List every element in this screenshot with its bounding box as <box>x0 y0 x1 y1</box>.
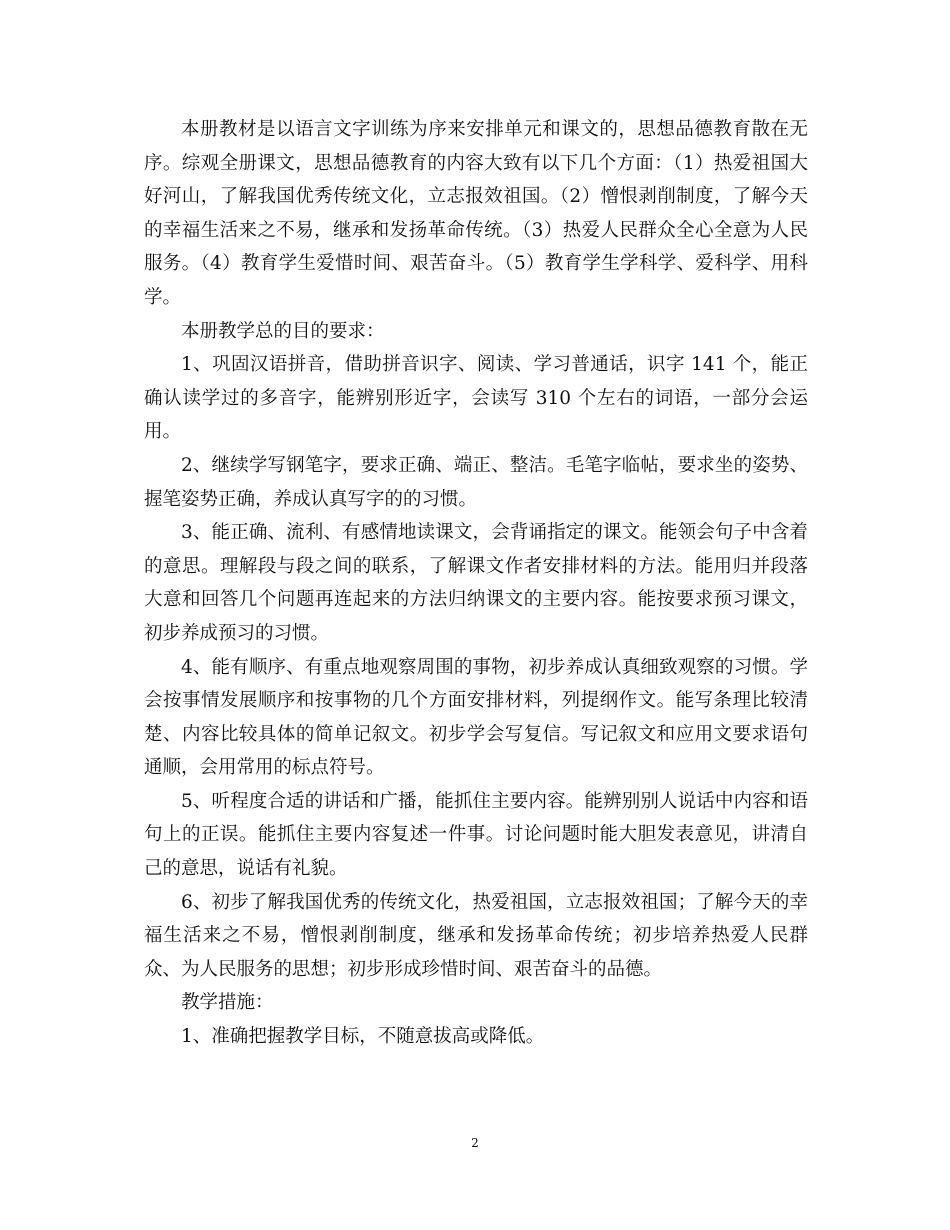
measure-item-1: 1、准确把握教学目标，不随意拔高或降低。 <box>181 1026 545 1048</box>
goal-item-6: 6、初步了解我国优秀的传统文化，热爱祖国，立志报效祖国；了解今天的幸福生活来之不易，憎恨剥削制度，继承和发扬革命传统；初步培养热爱人民群众、为人民服务的思想；初步形成珍惜时间、艰苦奋斗的品德。 <box>144 891 808 980</box>
heading-teaching-measures: 教学措施： <box>181 992 274 1014</box>
goal-item-5: 5、听程度合适的讲话和广播，能抓住主要内容。能辨别别人说话中内容和语句上的正误。能抓住主要内容复述一件事。讨论问题时能大胆发表意见，讲清自己的意思，说话有礼貌。 <box>144 790 808 880</box>
page-body <box>144 113 808 1054</box>
heading-teaching-goals: 本册教学总的目的要求： <box>181 320 385 342</box>
page-number: 2 <box>471 1136 479 1150</box>
goal-item-1: 1、巩固汉语拼音，借助拼音识字、阅读、学习普通话，识字 141 个，能正确认读学过的多音字，能辨别形近字，会读写 310 个左右的词语，一部分会运用。 <box>144 354 808 443</box>
goal-item-4: 4、能有顺序、有重点地观察周围的事物，初步养成认真细致观察的习惯。学会按事情发展顺序和按事物的几个方面安排材料，列提纲作文。能写条理比较清楚、内容比较具体的简单记叙文。初步学会写复信。写记叙文和应用文要求语句通顺，会用常用的标点符号。 <box>144 656 808 779</box>
goal-item-3: 3、能正确、流利、有感情地读课文，会背诵指定的课文。能领会句子中含着的意思。理解段与段之间的联系，了解课文作者安排材料的方法。能用归并段落大意和回答几个问题再连起来的方法归纳课文的主要内容。能按要求预习课文，初步养成预习的习惯。 <box>144 522 808 644</box>
paragraph-moral-education-overview: 本册教材是以语言文字训练为序来安排单元和课文的，思想品德教育散在无序。综观全册课文，思想品德教育的内容大致有以下几个方面：（1）热爱祖国大好河山，了解我国优秀传统文化，立志报效祖国。（2）憎恨剥削制度，了解今天的幸福生活来之不易，继承和发扬革命传统。（3）热爱人民群众全心全意为人民服务。（4）教育学生爱惜时间、艰苦奋斗。（5）教育学生学科学、爱科学、用科学。 <box>144 119 808 308</box>
goal-item-2: 2、继续学写钢笔字，要求正确、端正、整洁。毛笔字临帖，要求坐的姿势、握笔姿势正确，养成认真写字的的习惯。 <box>144 454 808 510</box>
